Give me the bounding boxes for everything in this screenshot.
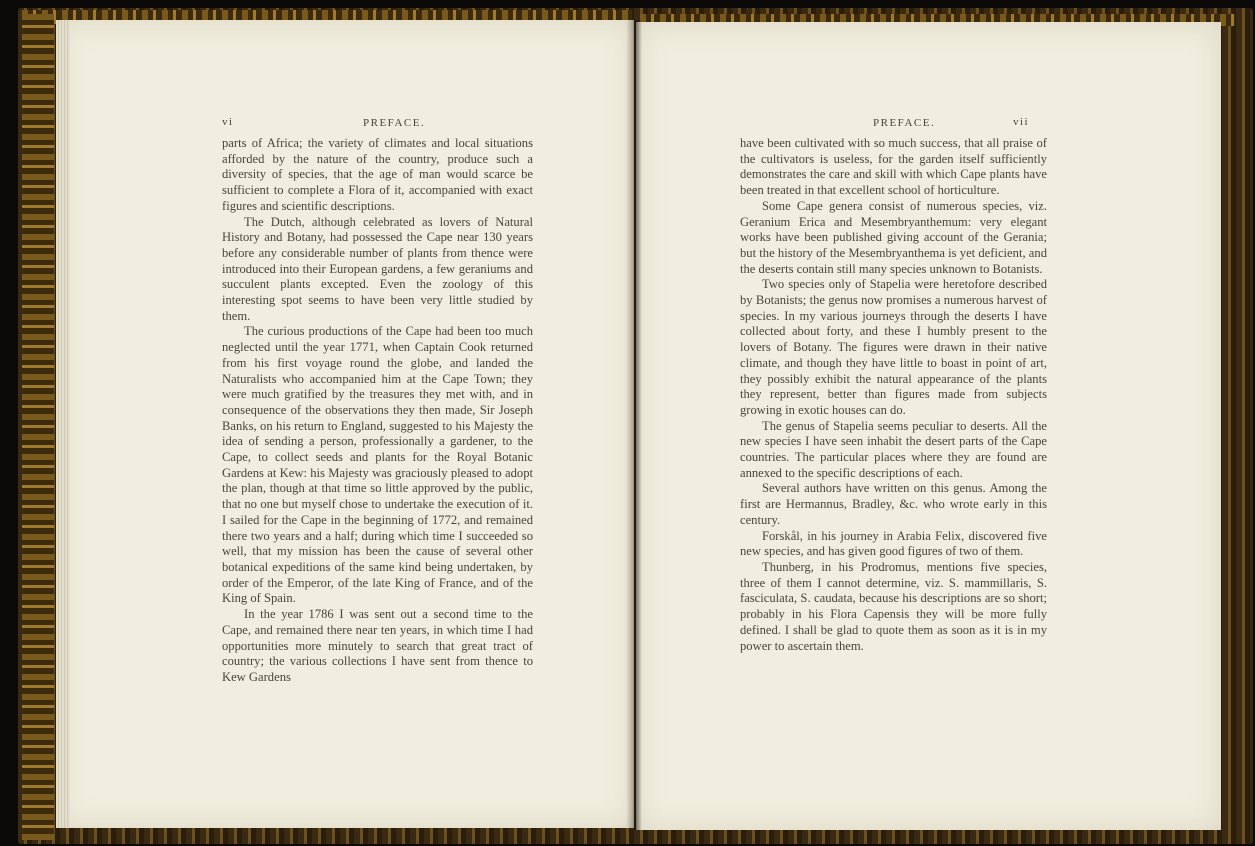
right-paragraph-5: Several authors have written on this genus. Among the first are Hermannus, Bradley, &c. who wrote early in this century. (740, 481, 1047, 527)
right-page-number: vii (1013, 116, 1030, 128)
right-paragraph-6: Forskål, in his journey in Arabia Felix, discovered five new species, and has given good figures of two of them. (740, 528, 1047, 559)
right-running-head: PREFACE. (873, 117, 936, 129)
book-gutter (626, 20, 642, 830)
left-paragraph-1: parts of Africa; the variety of climates and local situations afforded by the nature of the country, produce such a diversity of species, that the age of man would scarce be sufficient to complete a Flora of it, accompanied with exact figures and scientific descriptions. (222, 136, 533, 213)
left-page-text (222, 136, 533, 686)
right-paragraph-2: Some Cape genera consist of numerous species, viz. Geranium Erica and Mesembryanthemum: very elegant works have been published giving account of the Gerania; but the history of the Mesembryanthema is yet deficient, and the deserts contain still many species unknown to Botanists. (740, 198, 1047, 276)
right-page-text (740, 136, 1047, 654)
right-paragraph-4: The genus of Stapelia seems peculiar to deserts. All the new species I have seen inhabit the desert parts of the Cape countries. The particular places where they are found are annexed to the specific descriptions of each. (740, 418, 1047, 480)
left-paragraph-4: In the year 1786 I was sent out a second time to the Cape, and remained there near ten years, in which time I had opportunities more minutely to search that great tract of country; the various collections I have sent from thence to Kew Gardens (222, 607, 533, 684)
left-paragraph-3: The curious productions of the Cape had been too much neglected until the year 1771, when Captain Cook returned from his first voyage round the globe, and landed the Naturalists who accompanied him at the Cape Town; they were much gratified by the treasures they met with, and in consequence of the observations they then made, Sir Joseph Banks, on his return to England, suggested to his Majesty the idea of sending a person, professionally a gardener, to the Cape, to collect seeds and plants for the Royal Botanic Gardens at Kew: his Majesty was graciously pleased to adopt the plan, though at that time so little approved by the public, that no one but myself chose to undertake the execution of it. I sailed for the Cape in the beginning of 1772, and remained there two years and a half; during which time I succeeded so well, that my mission has been the cause of several other botanical expeditions of the same kind being undertaken, by order of the Emperor, of the late King of France, and of the King of Spain. (222, 324, 533, 606)
right-paragraph-7: Thunberg, in his Prodromus, mentions five species, three of them I cannot determine, viz. S. mammillaris, S. fasciculata, S. caudata, because his descriptions are so short; probably in his Flora Capensis they will be more fully defined. I shall be glad to quote them as soon as it is in my power to ascertain them. (740, 559, 1047, 653)
right-paragraph-1: have been cultivated with so much success, that all praise of the cultivators is useless, for the garden itself sufficiently demonstrates the care and skill with which Cape plants have been treated in that excellent school of horticulture. (740, 136, 1047, 198)
left-paragraph-2: The Dutch, although celebrated as lovers of Natural History and Botany, had possessed the Cape near 130 years before any considerable number of plants from thence were introduced into their European gardens, a few geraniums and succulent plants excepted. Even the zoology of this interesting spot seems to have been very little studied by them. (222, 214, 533, 323)
right-paragraph-3: Two species only of Stapelia were heretofore described by Botanists; the genus now promises a numerous harvest of species. In my various journeys through the deserts I have collected about forty, and these I humbly present to the lovers of Botany. The figures were drawn in their native climate, and though they have little to boast in point of art, they possibly exhibit the natural appearance of the plants they represent, better than figures made from subjects growing in exotic houses can do. (740, 277, 1047, 417)
left-page-number: vi (222, 116, 234, 128)
page-edges (56, 20, 70, 828)
gilt-border-left (22, 14, 54, 840)
left-running-head: PREFACE. (363, 117, 426, 129)
